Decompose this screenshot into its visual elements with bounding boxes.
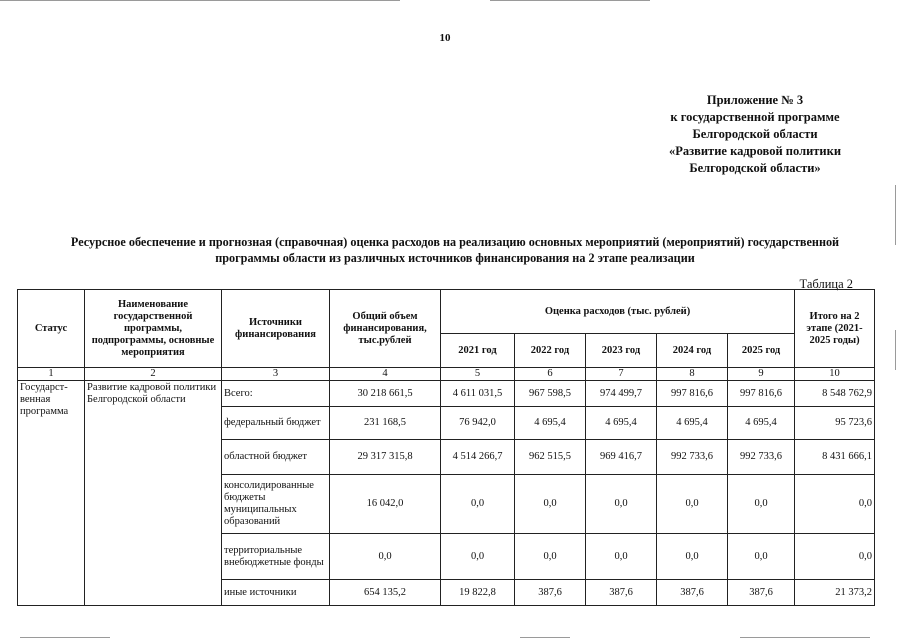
appendix-line: Приложение № 3 <box>706 93 804 107</box>
header-year: 2023 год <box>586 334 657 368</box>
header-total-volume: Общий объем финансирования, тыс.рублей <box>330 290 441 368</box>
title-line: программы области из различных источников финансирования на 2 этапе реализации <box>215 251 695 265</box>
column-number: 9 <box>728 368 795 381</box>
total-cell: 16 042,0 <box>330 475 441 534</box>
year-value-cell: 962 515,5 <box>515 440 586 475</box>
column-number: 3 <box>222 368 330 381</box>
year-value-cell: 992 733,6 <box>657 440 728 475</box>
stage-total-cell: 95 723,6 <box>795 407 875 440</box>
year-value-cell: 0,0 <box>586 534 657 580</box>
header-year: 2022 год <box>515 334 586 368</box>
column-number: 7 <box>586 368 657 381</box>
source-cell: консолидированные бюджеты муниципальных образований <box>222 475 330 534</box>
table-row <box>18 381 875 407</box>
header-year: 2021 год <box>441 334 515 368</box>
year-value-cell: 974 499,7 <box>586 381 657 407</box>
column-number: 8 <box>657 368 728 381</box>
header-sources: Источники финансирования <box>222 290 330 368</box>
column-number: 10 <box>795 368 875 381</box>
year-value-cell: 4 514 266,7 <box>441 440 515 475</box>
header-program-name: Наименование государственной программы, подпрограммы, основные мероприятия <box>85 290 222 368</box>
year-value-cell: 0,0 <box>515 534 586 580</box>
appendix-line: к государственной программе <box>670 110 840 124</box>
year-value-cell: 0,0 <box>441 534 515 580</box>
year-value-cell: 0,0 <box>657 475 728 534</box>
scan-artifact-line <box>0 0 400 1</box>
header-estimate: Оценка расходов (тыс. рублей) <box>441 290 795 334</box>
source-cell: областной бюджет <box>222 440 330 475</box>
year-value-cell: 0,0 <box>728 534 795 580</box>
year-value-cell: 4 695,4 <box>586 407 657 440</box>
year-value-cell: 4 695,4 <box>515 407 586 440</box>
year-value-cell: 997 816,6 <box>657 381 728 407</box>
source-cell: Всего: <box>222 381 330 407</box>
title-line: Ресурсное обеспечение и прогнозная (справочная) оценка расходов на реализацию основных мероприятий (мероприятий) государственной <box>70 235 840 249</box>
scan-artifact-line <box>740 637 870 638</box>
column-number: 4 <box>330 368 441 381</box>
budget-table <box>17 289 875 606</box>
year-value-cell: 387,6 <box>515 580 586 606</box>
year-value-cell: 0,0 <box>657 534 728 580</box>
header-year: 2024 год <box>657 334 728 368</box>
header-status: Статус <box>18 290 85 368</box>
appendix-header <box>640 92 870 177</box>
year-value-cell: 0,0 <box>441 475 515 534</box>
year-value-cell: 967 598,5 <box>515 381 586 407</box>
column-number: 6 <box>515 368 586 381</box>
stage-total-cell: 8 548 762,9 <box>795 381 875 407</box>
program-name-cell: Развитие кадровой политики Белгородской области <box>85 381 222 606</box>
year-value-cell: 969 416,7 <box>586 440 657 475</box>
year-value-cell: 992 733,6 <box>728 440 795 475</box>
year-value-cell: 4 695,4 <box>657 407 728 440</box>
stage-total-cell: 0,0 <box>795 534 875 580</box>
stage-total-cell: 21 373,2 <box>795 580 875 606</box>
appendix-line: Белгородской области» <box>689 161 821 175</box>
appendix-line: «Развитие кадровой политики <box>668 144 842 158</box>
source-cell: иные источники <box>222 580 330 606</box>
total-cell: 231 168,5 <box>330 407 441 440</box>
year-value-cell: 0,0 <box>728 475 795 534</box>
year-value-cell: 76 942,0 <box>441 407 515 440</box>
year-value-cell: 4 695,4 <box>728 407 795 440</box>
total-cell: 30 218 661,5 <box>330 381 441 407</box>
year-value-cell: 0,0 <box>515 475 586 534</box>
year-value-cell: 4 611 031,5 <box>441 381 515 407</box>
year-value-cell: 387,6 <box>728 580 795 606</box>
stage-total-cell: 0,0 <box>795 475 875 534</box>
total-cell: 29 317 315,8 <box>330 440 441 475</box>
scan-artifact-line <box>895 330 896 370</box>
scan-artifact-line <box>895 185 896 245</box>
stage-total-cell: 8 431 666,1 <box>795 440 875 475</box>
column-number: 2 <box>85 368 222 381</box>
status-cell: Государст-венная программа <box>18 381 85 606</box>
year-value-cell: 0,0 <box>586 475 657 534</box>
year-value-cell: 19 822,8 <box>441 580 515 606</box>
column-number: 5 <box>441 368 515 381</box>
year-value-cell: 387,6 <box>586 580 657 606</box>
year-value-cell: 997 816,6 <box>728 381 795 407</box>
total-cell: 0,0 <box>330 534 441 580</box>
header-year: 2025 год <box>728 334 795 368</box>
table-caption: Таблица 2 <box>799 277 853 291</box>
column-number-row <box>18 368 875 381</box>
column-number: 1 <box>18 368 85 381</box>
scan-artifact-line <box>520 637 570 638</box>
page-number: 10 <box>439 32 451 44</box>
source-cell: территориальные внебюджетные фонды <box>222 534 330 580</box>
appendix-line: Белгородской области <box>692 127 818 141</box>
header-stage-total: Итого на 2 этапе (2021-2025 годы) <box>795 290 875 368</box>
source-cell: федеральный бюджет <box>222 407 330 440</box>
total-cell: 654 135,2 <box>330 580 441 606</box>
document-title <box>20 234 890 266</box>
scan-artifact-line <box>490 0 650 1</box>
scan-artifact-line <box>20 637 110 638</box>
year-value-cell: 387,6 <box>657 580 728 606</box>
